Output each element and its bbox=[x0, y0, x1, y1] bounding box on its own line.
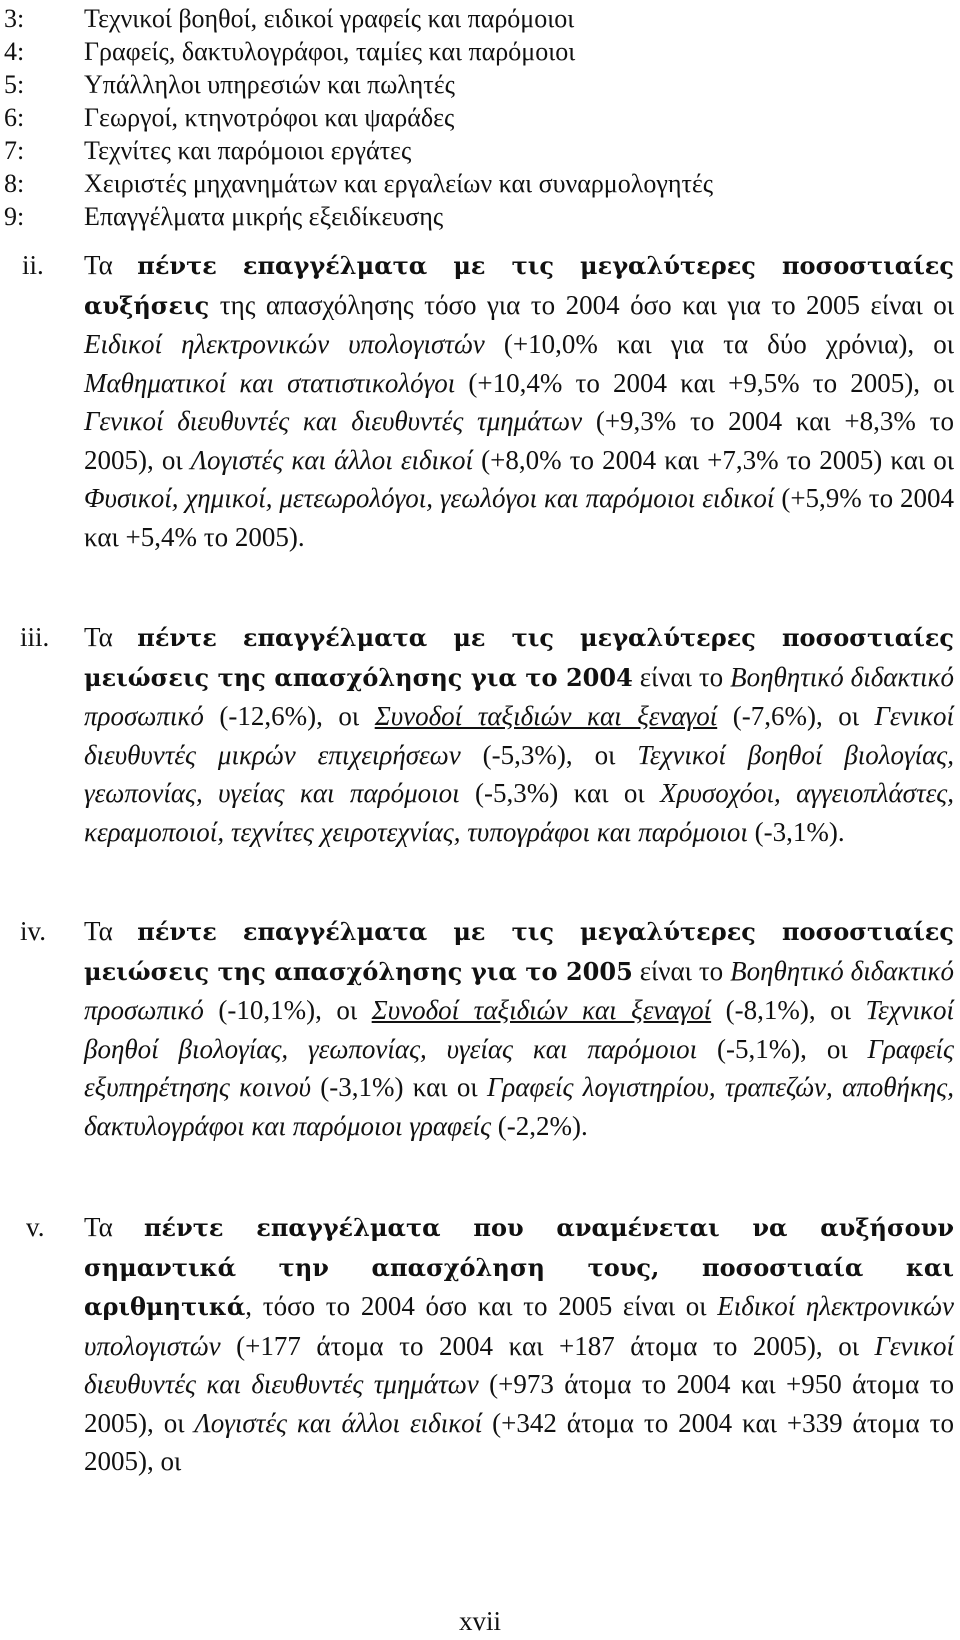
code-number: 3: bbox=[4, 4, 25, 33]
code-row bbox=[4, 101, 944, 134]
text-run: (+9,3% το 2004 και +8,3% το 2005), οι bbox=[84, 406, 954, 475]
text-run: (-2,2%). bbox=[491, 1110, 588, 1141]
bold-phrase: πέντε επαγγέλματα με τις μεγαλύτερες ποσοστιαίες μειώσεις της απασχόλησης για το 2004 bbox=[84, 623, 955, 692]
code-row bbox=[4, 200, 944, 233]
item-marker-iv: iv. bbox=[20, 916, 46, 946]
occupation-name: Γενικοί διευθυντές και διευθυντές τμημάτων bbox=[84, 1330, 954, 1399]
text-run: (+10,4% το 2004 και +9,5% το 2005), οι bbox=[455, 367, 954, 398]
occupation-name: Λογιστές και άλλοι ειδικοί bbox=[190, 444, 473, 475]
code-row bbox=[4, 167, 944, 200]
code-number: 8: bbox=[4, 169, 25, 198]
text-run: Τα bbox=[84, 916, 138, 946]
code-row bbox=[4, 35, 944, 68]
occupation-code-list bbox=[4, 2, 944, 233]
text-run: (-5,1%), οι bbox=[697, 1033, 868, 1064]
occupation-name-underlined: Συνοδοί ταξιδιών και ξεναγοί bbox=[374, 701, 718, 731]
text-run: (+177 άτομα το 2004 και +187 άτομα το 2005), οι bbox=[220, 1330, 875, 1361]
text-run: (-5,3%) και οι bbox=[459, 778, 661, 808]
code-number: 7: bbox=[4, 136, 25, 165]
occupation-name: Γραφείς λογιστηρίου, τραπεζών, αποθήκης, δακτυλογράφοι και παρόμοιοι γραφείς bbox=[84, 1072, 954, 1141]
code-label: Τεχνικοί βοηθοί, ειδικοί γραφείς και παρόμοιοι bbox=[84, 4, 575, 33]
code-label: Τεχνίτες και παρόμοιοι εργάτες bbox=[84, 136, 412, 165]
page-number: xvii bbox=[458, 1606, 501, 1636]
code-number: 9: bbox=[4, 202, 25, 231]
code-number: 5: bbox=[4, 70, 25, 99]
text-run: Τα bbox=[84, 622, 138, 652]
item-marker-iii: iii. bbox=[20, 622, 50, 652]
text-run: είναι το bbox=[632, 661, 731, 692]
text-run: (-3,1%) και οι bbox=[310, 1072, 487, 1102]
text-run: (-10,1%), οι bbox=[203, 995, 372, 1025]
occupation-name: Τεχνικοί βοηθοί βιολογίας, γεωπονίας, υγείας και παρόμοιοι bbox=[84, 995, 954, 1064]
code-row bbox=[4, 134, 944, 167]
text-run: (+10,0% και για τα δύο χρόνια), οι bbox=[484, 329, 954, 359]
paragraph-iii bbox=[84, 618, 954, 851]
text-run: (-8,1%), οι bbox=[711, 995, 866, 1025]
occupation-name: Μαθηματικοί και στατιστικολόγοι bbox=[84, 367, 456, 398]
occupation-name: Βοηθητικό διδακτικό προσωπικό bbox=[84, 661, 955, 731]
code-row bbox=[4, 2, 944, 35]
text-run: (-12,6%), οι bbox=[203, 701, 375, 731]
occupation-name: Βοηθητικό διδακτικό προσωπικό bbox=[84, 955, 955, 1025]
code-label: Υπάλληλοι υπηρεσιών και πωλητές bbox=[84, 70, 455, 99]
paragraph-v bbox=[84, 1208, 954, 1481]
code-label: Χειριστές μηχανημάτων και εργαλείων και συναρμολογητές bbox=[84, 169, 714, 198]
code-label: Επαγγέλματα μικρής εξειδίκευσης bbox=[84, 202, 444, 231]
occupation-name: Ειδικοί ηλεκτρονικών υπολογιστών bbox=[84, 329, 485, 359]
text-run: (+973 άτομα το 2004 και +950 άτομα το 2005), οι bbox=[84, 1369, 954, 1438]
paragraph-ii bbox=[84, 246, 954, 556]
item-marker-v: v. bbox=[26, 1212, 45, 1242]
code-number: 6: bbox=[4, 103, 25, 132]
text-run: Τα bbox=[84, 250, 138, 280]
text-run: (-5,3%), οι bbox=[460, 739, 638, 770]
code-label: Γεωργοί, κτηνοτρόφοι και ψαράδες bbox=[84, 103, 455, 132]
code-number: 4: bbox=[4, 37, 25, 66]
text-run: Τα bbox=[84, 1212, 144, 1242]
occupation-name: Γραφείς εξυπηρέτησης κοινού bbox=[84, 1033, 954, 1102]
text-run: , τόσο το 2004 όσο και το 2005 είναι οι bbox=[245, 1291, 718, 1321]
occupation-name-underlined: Συνοδοί ταξιδιών και ξεναγοί bbox=[371, 995, 712, 1025]
occupation-name: Φυσικοί, χημικοί, μετεωρολόγοι, γεωλόγοι και παρόμοιοι ειδικοί bbox=[84, 483, 775, 513]
occupation-name: Γενικοί διευθυντές μικρών επιχειρήσεων bbox=[84, 701, 954, 770]
item-marker-ii: ii. bbox=[22, 250, 44, 280]
bold-phrase: πέντε επαγγέλματα που αναμένεται να αυξήσουν σημαντικά την απασχόληση τους, ποσοστιαία και αριθμητικά bbox=[84, 1213, 954, 1321]
occupation-name: Ειδικοί ηλεκτρονικών υπολογιστών bbox=[84, 1291, 954, 1361]
occupation-name: Λογιστές και άλλοι ειδικοί bbox=[194, 1407, 483, 1438]
text-run: είναι το bbox=[632, 955, 731, 986]
bold-phrase: πέντε επαγγέλματα με τις μεγαλύτερες ποσοστιαίες αυξήσεις bbox=[84, 251, 955, 320]
paragraph-iv bbox=[84, 912, 954, 1145]
code-label: Γραφείς, δακτυλογράφοι, ταμίες και παρόμοιοι bbox=[84, 37, 576, 66]
occupation-name: Γενικοί διευθυντές και διευθυντές τμημάτων bbox=[84, 406, 583, 436]
bold-phrase: πέντε επαγγέλματα με τις μεγαλύτερες ποσοστιαίες μειώσεις της απασχόλησης για το 2005 bbox=[84, 917, 955, 986]
text-run: (+8,0% το 2004 και +7,3% το 2005) και οι bbox=[472, 444, 954, 475]
text-run: (+342 άτομα το 2004 και +339 άτομα το 2005), οι bbox=[84, 1407, 954, 1476]
occupation-name: Τεχνικοί βοηθοί βιολογίας, γεωπονίας, υγείας και παρόμοιοι bbox=[84, 739, 954, 808]
text-run: της απασχόλησης τόσο για το 2004 όσο και για το 2005 είναι οι bbox=[209, 289, 954, 320]
text-run: (-7,6%), οι bbox=[717, 701, 875, 731]
code-row bbox=[4, 68, 944, 101]
text-run: (+5,9% το 2004 και +5,4% το 2005). bbox=[84, 483, 954, 552]
text-run: (-3,1%). bbox=[747, 816, 845, 847]
occupation-name: Χρυσοχόοι, αγγειοπλάστες, κεραμοποιοί, τεχνίτες χειροτεχνίας, τυπογράφοι και παρόμοιοι bbox=[84, 778, 954, 847]
